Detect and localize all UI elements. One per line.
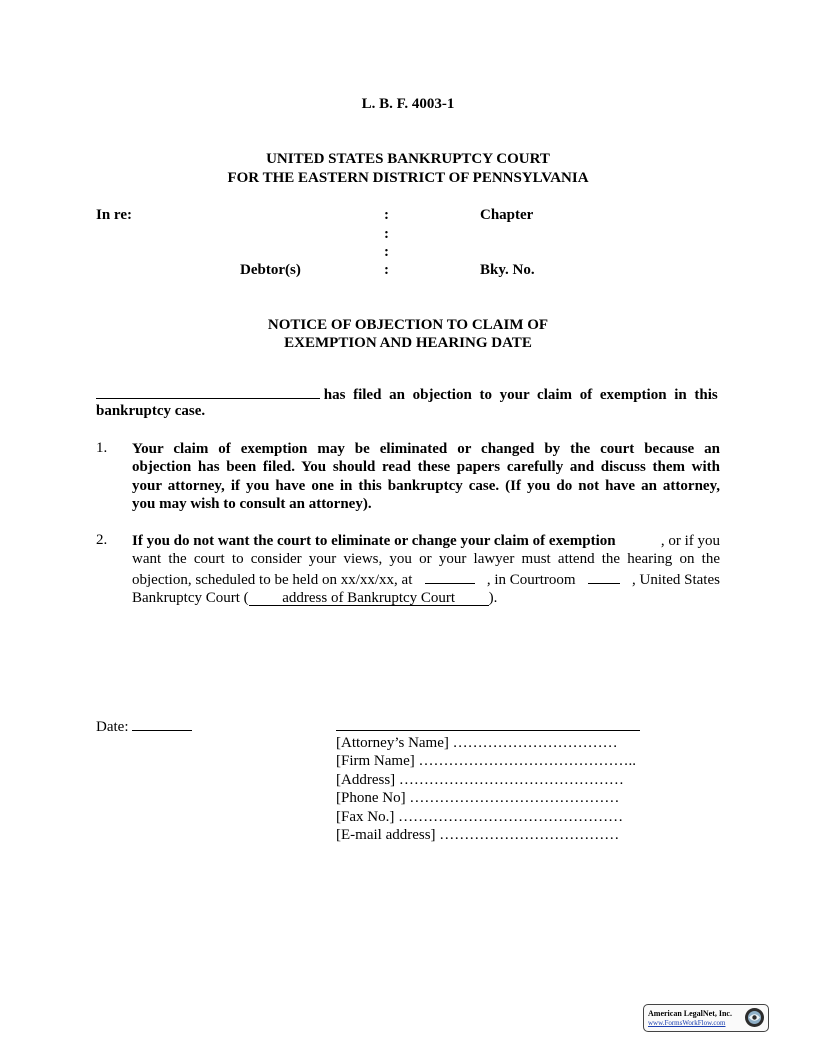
caption-colon: : [384,262,389,278]
form-id: L. B. F. 4003-1 [361,96,455,112]
item2-text: ). [488,590,498,607]
caption-colon: : [384,226,389,242]
logo-url-link[interactable]: www.FormsWorkFlow.com [648,1019,726,1027]
item2-number: 2. [96,532,108,548]
email-line: [E-mail address] ……………………………… [336,827,620,844]
item1-paragraph [132,440,720,514]
date-field[interactable] [132,716,192,731]
court-address-field[interactable]: address of Bankruptcy Court [249,591,489,606]
item1-line: your attorney, if you have one in this bankruptcy case. (If you do not have an attorney, [132,477,720,494]
item2-line [132,569,720,589]
chapter-label: Chapter [480,207,534,223]
item2-line: want the court to consider your views, you or your lawyer must attend the hearing on the [132,551,720,568]
fax-line: [Fax No.] ……………………………………… [336,808,624,825]
logo-company-name: American LegalNet, Inc. [648,1009,732,1018]
phone-line: [Phone No] …………………………………… [336,790,620,807]
date-row [96,716,192,736]
intro-text: has filed an objection to your claim of exemption in this [323,387,718,403]
item2-line [132,532,720,550]
signature-line[interactable] [336,730,640,731]
notice-title-line1: NOTICE OF OBJECTION TO CLAIM OF [267,317,549,333]
item2-line [132,589,720,607]
item2-text: , in Courtroom [486,571,576,588]
bky-no-label: Bky. No. [480,262,535,278]
item2-text: , United States [632,571,720,588]
intro-text-line2: bankruptcy case. [96,403,206,419]
address-line: [Address] ……………………………………… [336,771,624,788]
signature-block [336,734,636,844]
notice-title-line2: EXEMPTION AND HEARING DATE [284,335,532,351]
item2-bold-text: If you do not want the court to eliminate or change your claim of exemption [132,533,616,549]
attorney-name-line: [Attorney’s Name] …………………………… [336,735,618,751]
hearing-time-field[interactable] [425,569,475,584]
item2-paragraph [132,532,720,608]
intro-paragraph [96,384,720,404]
debtor-label: Debtor(s) [240,262,301,278]
item1-line: Your claim of exemption may be eliminated or changed by the court because an [132,441,720,457]
item1-number: 1. [96,440,108,456]
caption-colon: : [384,207,389,223]
caption-colon: : [384,244,389,260]
firm-name-line: [Firm Name] …………………………………….. [336,753,636,770]
in-re-label: In re: [96,207,132,223]
courtroom-field[interactable] [588,569,620,584]
court-district: FOR THE EASTERN DISTRICT OF PENNSYLVANIA [227,170,589,186]
item2-text: , or if you [660,533,720,549]
item1-line: objection has been filed. You should read these papers carefully and discuss them with [132,459,720,476]
globe-icon [744,1007,765,1028]
objector-name-field[interactable] [96,384,320,399]
american-legalnet-logo[interactable] [643,1004,769,1032]
date-label: Date: [96,719,129,735]
item2-text: objection, scheduled to be held on xx/xx/xx, at [132,571,413,588]
item1-line: you may wish to consult an attorney). [132,496,372,513]
court-name: UNITED STATES BANKRUPTCY COURT [266,151,550,167]
item2-text: Bankruptcy Court ( [132,590,249,607]
